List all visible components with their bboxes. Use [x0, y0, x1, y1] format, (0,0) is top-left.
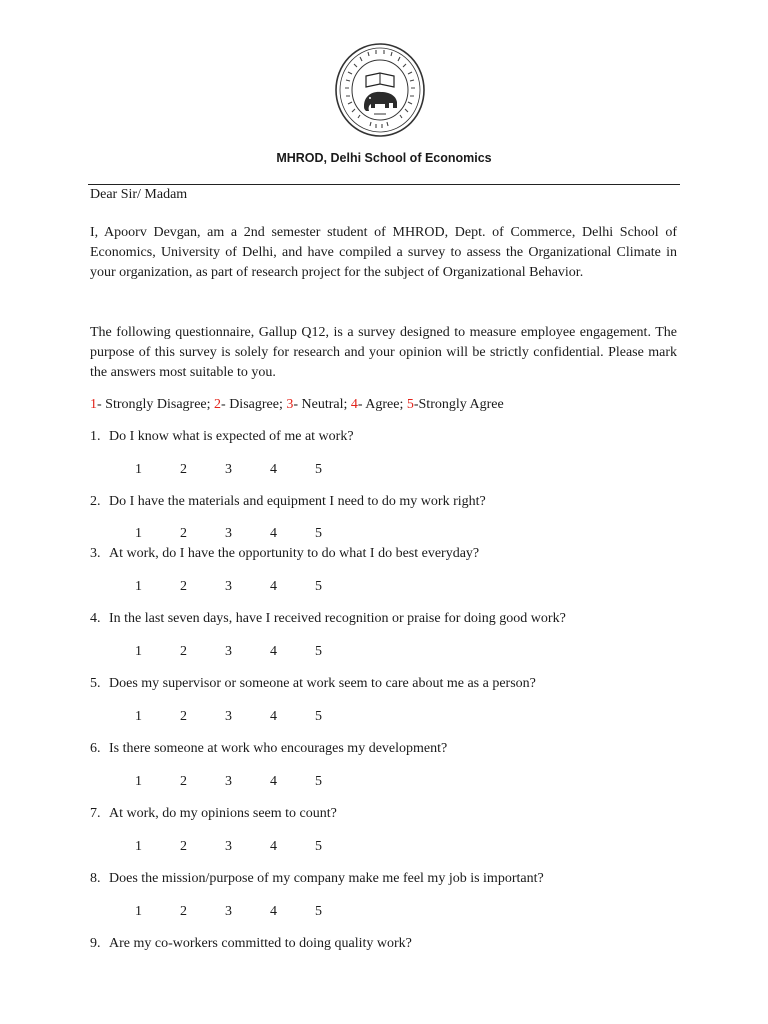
question-number: 9.	[90, 936, 101, 951]
question-3	[90, 546, 479, 562]
rating-option-2[interactable]: 2	[180, 644, 187, 659]
rating-option-2[interactable]: 2	[180, 579, 187, 594]
rating-scale-4	[0, 644, 768, 662]
legend-number-5: 5	[406, 397, 414, 412]
question-7	[90, 806, 337, 822]
rating-scale-1	[0, 462, 768, 480]
rating-option-3[interactable]: 3	[225, 774, 232, 789]
rating-option-5[interactable]: 5	[315, 462, 322, 477]
legend-label-4: - Agree;	[357, 397, 407, 412]
legend-label-1: - Strongly Disagree;	[97, 397, 215, 412]
rating-option-3[interactable]: 3	[225, 839, 232, 854]
rating-option-2[interactable]: 2	[180, 462, 187, 477]
header-title: MHROD, Delhi School of Economics	[276, 151, 492, 165]
rating-option-1[interactable]: 1	[135, 709, 142, 724]
question-number: 1.	[90, 429, 101, 444]
question-text: Do I have the materials and equipment I need to do my work right?	[109, 494, 486, 509]
legend-label-3: - Neutral;	[293, 397, 351, 412]
question-text: At work, do I have the opportunity to do what I do best everyday?	[109, 546, 480, 561]
rating-legend	[90, 397, 504, 413]
question-number: 4.	[90, 611, 101, 626]
question-8	[90, 871, 544, 887]
rating-option-4[interactable]: 4	[270, 462, 277, 477]
rating-scale-6	[0, 774, 768, 792]
instructions-paragraph: The following questionnaire, Gallup Q12, is a survey designed to measure employee engagement. The purpose of this survey is solely for research and your opinion will be strictly confidential. Please mark the answers most suitable to you.	[90, 325, 677, 380]
question-number: 6.	[90, 741, 101, 756]
header-divider	[88, 184, 680, 185]
rating-scale-3	[0, 579, 768, 597]
question-1	[90, 429, 354, 445]
rating-option-4[interactable]: 4	[270, 904, 277, 919]
question-text: Does my supervisor or someone at work seem to care about me as a person?	[109, 676, 536, 691]
question-text: Are my co-workers committed to doing quality work?	[109, 936, 412, 951]
rating-option-5[interactable]: 5	[315, 579, 322, 594]
rating-option-3[interactable]: 3	[225, 709, 232, 724]
intro-paragraph: I, Apoorv Devgan, am a 2nd semester student of MHROD, Dept. of Commerce, Delhi School of Economics, University of Delhi, and have compiled a survey to assess the Organizational Climate in your organization, as part of research project for the subject of Organizational Behavior.	[90, 225, 677, 280]
question-number: 2.	[90, 494, 101, 509]
rating-option-1[interactable]: 1	[135, 839, 142, 854]
question-2	[90, 494, 486, 510]
rating-option-5[interactable]: 5	[315, 644, 322, 659]
rating-option-2[interactable]: 2	[180, 774, 187, 789]
rating-option-3[interactable]: 3	[225, 526, 232, 541]
rating-option-4[interactable]: 4	[270, 644, 277, 659]
legend-number-1: 1	[90, 397, 97, 412]
legend-number-3: 3	[286, 397, 294, 412]
rating-scale-8	[0, 904, 768, 922]
rating-scale-5	[0, 709, 768, 727]
rating-scale-7	[0, 839, 768, 857]
university-seal-logo	[334, 42, 426, 138]
question-number: 7.	[90, 806, 101, 821]
rating-option-1[interactable]: 1	[135, 526, 142, 541]
rating-option-4[interactable]: 4	[270, 839, 277, 854]
rating-option-4[interactable]: 4	[270, 579, 277, 594]
legend-label-5: -Strongly Agree	[413, 397, 504, 412]
question-text: At work, do my opinions seem to count?	[109, 806, 337, 821]
question-text: Is there someone at work who encourages my development?	[109, 741, 448, 756]
rating-option-5[interactable]: 5	[315, 904, 322, 919]
rating-option-5[interactable]: 5	[315, 709, 322, 724]
rating-option-4[interactable]: 4	[270, 709, 277, 724]
rating-option-3[interactable]: 3	[225, 904, 232, 919]
rating-option-1[interactable]: 1	[135, 904, 142, 919]
rating-option-1[interactable]: 1	[135, 774, 142, 789]
rating-option-5[interactable]: 5	[315, 774, 322, 789]
rating-option-1[interactable]: 1	[135, 462, 142, 477]
rating-option-2[interactable]: 2	[180, 526, 187, 541]
rating-option-3[interactable]: 3	[225, 579, 232, 594]
rating-option-4[interactable]: 4	[270, 526, 277, 541]
question-text: Does the mission/purpose of my company make me feel my job is important?	[109, 871, 544, 886]
rating-option-5[interactable]: 5	[315, 526, 322, 541]
question-number: 5.	[90, 676, 101, 691]
rating-option-2[interactable]: 2	[180, 839, 187, 854]
question-9	[90, 936, 412, 952]
question-4	[90, 611, 566, 627]
rating-option-2[interactable]: 2	[180, 904, 187, 919]
rating-option-1[interactable]: 1	[135, 579, 142, 594]
question-number: 8.	[90, 871, 101, 886]
legend-number-2: 2	[214, 397, 222, 412]
question-text: Do I know what is expected of me at work?	[109, 429, 354, 444]
legend-number-4: 4	[350, 397, 358, 412]
rating-option-3[interactable]: 3	[225, 462, 232, 477]
rating-option-3[interactable]: 3	[225, 644, 232, 659]
rating-option-4[interactable]: 4	[270, 774, 277, 789]
rating-option-1[interactable]: 1	[135, 644, 142, 659]
question-6	[90, 741, 447, 757]
question-5	[90, 676, 536, 692]
question-text: In the last seven days, have I received recognition or praise for doing good work?	[109, 611, 566, 626]
question-number: 3.	[90, 546, 101, 561]
rating-option-5[interactable]: 5	[315, 839, 322, 854]
rating-scale-2	[0, 526, 768, 544]
legend-label-2: - Disagree;	[221, 397, 287, 412]
rating-option-2[interactable]: 2	[180, 709, 187, 724]
salutation: Dear Sir/ Madam	[90, 187, 188, 202]
